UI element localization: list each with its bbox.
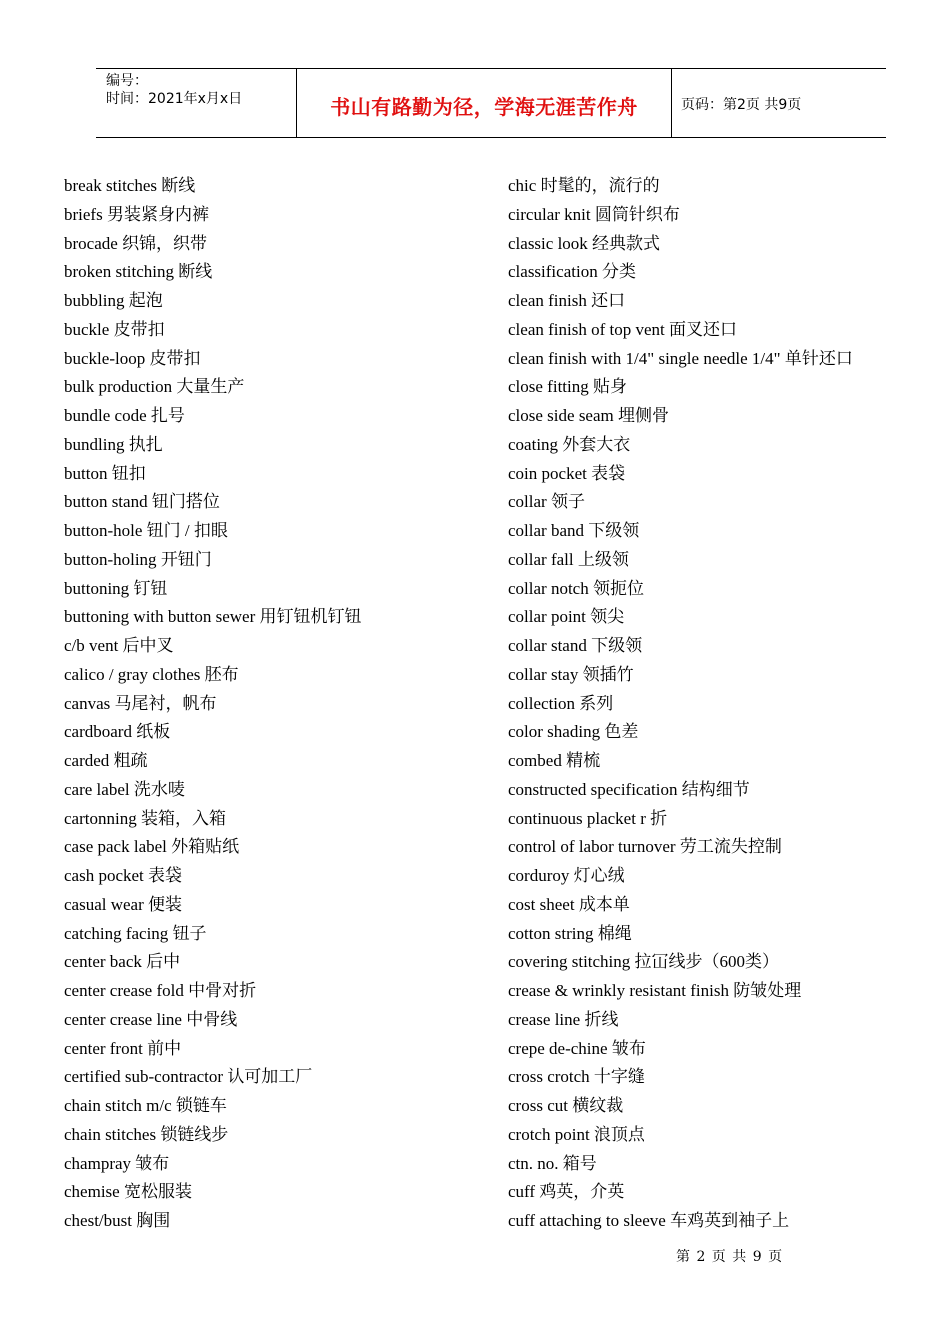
glossary-translation: 贴身 (592, 377, 627, 397)
glossary-entry (64, 603, 484, 632)
glossary-entry (64, 718, 484, 747)
glossary-entry (64, 1178, 484, 1207)
glossary-translation: 箱号 (562, 1153, 597, 1173)
glossary-translation: 起泡 (128, 291, 163, 310)
glossary-term: center front (64, 1038, 143, 1058)
glossary-entry (64, 373, 484, 402)
glossary-term: circular knit (508, 204, 591, 224)
glossary-entry (64, 172, 484, 201)
glossary-translation: 领子 (550, 492, 585, 512)
glossary-entry (64, 517, 484, 546)
glossary-translation: 拉冚线步（600类） (634, 952, 780, 972)
glossary-translation: 中骨线 (186, 1009, 238, 1029)
glossary-entry (508, 1207, 928, 1236)
glossary-entry (64, 1092, 484, 1121)
glossary-translation: 钮扣 (111, 463, 146, 483)
glossary-term: color shading (508, 722, 601, 742)
glossary-term: button-holing (64, 549, 157, 569)
glossary-entry (508, 172, 928, 201)
glossary-term: cardboard (64, 722, 132, 742)
glossary-translation: 皱布 (135, 1153, 170, 1173)
glossary-term: combed (508, 751, 562, 770)
glossary-entry (508, 230, 928, 259)
glossary-entry (64, 258, 484, 287)
glossary-translation: 结构细节 (681, 779, 750, 799)
glossary-translation: 灯心绒 (573, 866, 625, 885)
glossary-term: cartonning (64, 808, 137, 828)
glossary-entry (508, 805, 928, 834)
glossary-entry (64, 948, 484, 977)
glossary-translation: 钮子 (172, 923, 207, 943)
glossary-term: champray (64, 1153, 132, 1173)
page-footer: 第 2 页 共 9 页 (676, 1249, 784, 1265)
glossary-term: clean finish with 1/4" single needle 1/4" (508, 348, 781, 368)
glossary-right-column (508, 172, 928, 1236)
glossary-translation: 认可加工厂 (227, 1067, 313, 1087)
glossary-translation: 系列 (579, 693, 614, 713)
glossary-entry (508, 431, 928, 460)
glossary-term: catching facing (64, 923, 169, 943)
glossary-entry (64, 661, 484, 690)
glossary-translation: 宽松服装 (123, 1182, 192, 1202)
header-meta-cell (96, 69, 296, 137)
glossary-translation: 大量生产 (176, 377, 245, 397)
glossary-translation: 色差 (604, 722, 639, 742)
glossary-entry (64, 833, 484, 862)
page-header (96, 68, 886, 138)
glossary-translation: 十字缝 (593, 1067, 645, 1087)
glossary-translation: r 折 (640, 808, 668, 828)
glossary-translation: 开钮门 (160, 549, 212, 569)
glossary-term: crotch point (508, 1124, 590, 1144)
glossary-entry (64, 1035, 484, 1064)
glossary-translation: 断线 (161, 176, 196, 195)
glossary-translation: 时髦的，流行的 (540, 176, 660, 195)
glossary-translation: 圆筒针织布 (594, 204, 680, 224)
glossary-term: briefs (64, 204, 103, 224)
glossary-translation: 断线 (178, 262, 213, 282)
glossary-entry (64, 546, 484, 575)
glossary-translation: 外箱贴纸 (171, 837, 240, 857)
glossary-translation: 经典款式 (592, 233, 661, 253)
glossary-entry (508, 603, 928, 632)
glossary-term: button-hole (64, 521, 143, 540)
glossary-translation: 便装 (148, 894, 183, 914)
glossary-term: c/b vent (64, 636, 119, 655)
glossary-entry (64, 431, 484, 460)
glossary-term: clean finish (508, 291, 587, 310)
glossary-term: covering stitching (508, 952, 631, 972)
glossary-term: chic (508, 176, 537, 195)
glossary-term: button stand (64, 492, 148, 512)
glossary-term: calico / gray clothes (64, 664, 201, 684)
glossary-entry (508, 1121, 928, 1150)
glossary-translation: 钮门搭位 (151, 492, 220, 512)
glossary-translation: 车鸡英到袖子上 (670, 1211, 790, 1230)
glossary-term: collar band (508, 521, 584, 540)
glossary-translation: 锁链线步 (160, 1124, 229, 1144)
glossary-entry (508, 488, 928, 517)
glossary-term: crease & wrinkly resistant finish (508, 981, 729, 1000)
glossary-entry (508, 1035, 928, 1064)
glossary-term: close fitting (508, 377, 589, 397)
glossary-translation: 钉钮 (133, 578, 168, 598)
glossary-entry (64, 1207, 484, 1236)
glossary-entry (508, 776, 928, 805)
glossary-entry (508, 747, 928, 776)
glossary-translation: 男装紧身内裤 (106, 204, 209, 224)
glossary-entry (508, 575, 928, 604)
glossary-term: certified sub-contractor (64, 1067, 224, 1087)
glossary-term: chain stitch m/c (64, 1096, 172, 1115)
glossary-translation: 粗疏 (113, 751, 148, 770)
glossary-translation: 洗水唛 (133, 779, 185, 799)
glossary-entry (508, 833, 928, 862)
glossary-translation: 横纹裁 (572, 1096, 624, 1115)
glossary-translation: 浪顶点 (593, 1124, 645, 1144)
glossary-entry (64, 345, 484, 374)
glossary-entry (508, 287, 928, 316)
glossary-translation: 前中 (147, 1038, 182, 1058)
glossary-term: clean finish of top vent (508, 319, 665, 339)
glossary-translation: 中骨对折 (188, 981, 257, 1000)
glossary-translation: 皮带扣 (149, 348, 201, 368)
glossary-term: center crease line (64, 1009, 182, 1029)
glossary-translation: 胚布 (204, 664, 239, 684)
glossary-entry (508, 373, 928, 402)
header-motto-cell (296, 69, 672, 137)
glossary-term: classification (508, 262, 598, 282)
glossary-term: cross crotch (508, 1067, 590, 1087)
glossary-term: cuff attaching to sleeve (508, 1211, 666, 1230)
glossary-term: chemise (64, 1182, 120, 1202)
glossary-term: center crease fold (64, 981, 184, 1000)
glossary-term: collar point (508, 607, 586, 627)
glossary-entry (64, 690, 484, 719)
glossary-term: cuff (508, 1182, 536, 1202)
header-motto: 书山有路勤为径，学海无涯苦作舟 (330, 95, 638, 119)
glossary-translation: 防皱处理 (733, 981, 802, 1000)
glossary-translation: 下级领 (588, 521, 640, 540)
glossary-entry (64, 747, 484, 776)
glossary-translation: 还口 (591, 291, 626, 310)
glossary-term: collar stand (508, 636, 587, 655)
glossary-entry (64, 862, 484, 891)
glossary-entry (508, 632, 928, 661)
glossary-term: button (64, 463, 108, 483)
glossary-translation: 棉绳 (597, 923, 632, 943)
glossary-entry (508, 920, 928, 949)
glossary-translation: 面叉还口 (669, 319, 737, 339)
glossary-entry (64, 316, 484, 345)
glossary-translation: 钮门 / 扣眼 (146, 521, 228, 540)
glossary-term: chain stitches (64, 1124, 157, 1144)
glossary-term: coin pocket (508, 463, 587, 483)
glossary-term: cross cut (508, 1096, 568, 1115)
glossary-translation: 纸板 (136, 722, 171, 742)
glossary-translation: 执扎 (128, 434, 163, 454)
glossary-term: break stitches (64, 176, 157, 195)
glossary-translation: 扎号 (150, 406, 185, 425)
glossary-term: care label (64, 779, 130, 799)
glossary-entry (508, 891, 928, 920)
glossary-term: buttoning (64, 578, 130, 598)
glossary-translation: 装箱，入箱 (140, 808, 226, 828)
glossary-entry (64, 1150, 484, 1179)
glossary-translation: 表袋 (591, 463, 626, 483)
glossary-term: bubbling (64, 291, 125, 310)
glossary-translation: 成本单 (578, 894, 630, 914)
glossary-entry (64, 632, 484, 661)
glossary-entry (508, 460, 928, 489)
glossary-translation: 用钉钮机钉钮 (259, 607, 362, 627)
glossary-left-column (64, 172, 484, 1236)
glossary-translation: 埋侧骨 (618, 406, 669, 425)
glossary-entry (508, 517, 928, 546)
glossary-entry (64, 575, 484, 604)
glossary-entry (508, 316, 928, 345)
glossary-entry (64, 460, 484, 489)
glossary-entry (64, 977, 484, 1006)
glossary-term: crepe de-chine (508, 1038, 608, 1058)
glossary-translation: 皮带扣 (113, 319, 165, 339)
glossary-term: bundle code (64, 406, 147, 425)
glossary-translation: 劳工流失控制 (679, 837, 782, 857)
glossary-translation: 下级领 (591, 636, 643, 655)
glossary-entry (508, 258, 928, 287)
glossary-entry (508, 690, 928, 719)
glossary-term: corduroy (508, 866, 570, 885)
glossary-entry (508, 345, 928, 374)
glossary-translation: 织锦，织带 (122, 233, 208, 253)
glossary-entry (64, 488, 484, 517)
glossary-term: constructed specification (508, 779, 678, 799)
glossary-entry (508, 201, 928, 230)
glossary-term: carded (64, 751, 110, 770)
glossary-term: bundling (64, 434, 125, 454)
glossary-entry (508, 661, 928, 690)
glossary-term: classic look (508, 233, 588, 253)
glossary-entry (508, 1092, 928, 1121)
glossary-term: cash pocket (64, 866, 144, 885)
glossary-entry (64, 805, 484, 834)
glossary-term: bulk production (64, 377, 173, 397)
header-page-cell (671, 69, 886, 137)
glossary-entry (508, 948, 928, 977)
glossary-entry (64, 1006, 484, 1035)
glossary-term: collection (508, 693, 576, 713)
glossary-term: buttoning with button sewer (64, 607, 256, 627)
glossary-term: ctn. no. (508, 1153, 559, 1173)
glossary-translation: 后中叉 (122, 636, 174, 655)
glossary-translation: 外套大衣 (562, 434, 631, 454)
glossary-entry (64, 891, 484, 920)
glossary-translation: 分类 (601, 262, 636, 282)
glossary-entry (508, 402, 928, 431)
glossary-entry (64, 1121, 484, 1150)
glossary-term: cost sheet (508, 894, 575, 914)
glossary-translation: 领插竹 (582, 664, 634, 684)
glossary-term: collar fall (508, 549, 574, 569)
glossary-term: collar stay (508, 664, 579, 684)
glossary-entry (508, 1006, 928, 1035)
document-number-label: 编号： (106, 73, 148, 89)
glossary-entry (508, 862, 928, 891)
glossary-term: cotton string (508, 923, 594, 943)
glossary-entry (64, 230, 484, 259)
glossary-entry (64, 402, 484, 431)
glossary-translation: 上级领 (577, 549, 629, 569)
glossary-entry (64, 201, 484, 230)
glossary-term: canvas (64, 693, 111, 713)
glossary-term: control of labor turnover (508, 837, 676, 857)
glossary-translation: 锁链车 (175, 1096, 227, 1115)
glossary-translation: 后中 (146, 952, 181, 972)
glossary-entry (64, 1063, 484, 1092)
glossary-entry (64, 776, 484, 805)
glossary-entry (508, 718, 928, 747)
glossary-term: buckle (64, 319, 110, 339)
glossary-translation: 鸡英，介英 (539, 1182, 625, 1202)
glossary-entry (508, 1178, 928, 1207)
glossary-term: buckle-loop (64, 348, 146, 368)
glossary-entry (508, 546, 928, 575)
glossary-term: case pack label (64, 837, 167, 857)
glossary-term: brocade (64, 233, 118, 253)
glossary-translation: 领尖 (590, 607, 625, 627)
glossary-term: center back (64, 952, 142, 972)
glossary-entry (64, 920, 484, 949)
glossary-term: chest/bust (64, 1211, 132, 1230)
glossary-translation: 皱布 (611, 1038, 646, 1058)
glossary-entry (64, 287, 484, 316)
glossary-translation: 胸围 (136, 1211, 171, 1230)
glossary-translation: 领扼位 (592, 578, 644, 598)
glossary-term: casual wear (64, 894, 144, 914)
header-page-info: 页码：第2页 共9页 (681, 97, 802, 113)
glossary-translation: 精梳 (566, 751, 601, 770)
glossary-term: coating (508, 434, 559, 454)
document-time-label: 时间：2021年x月x日 (106, 91, 243, 107)
glossary-term: crease line (508, 1009, 581, 1029)
glossary-term: close side seam (508, 406, 614, 425)
glossary-term: broken stitching (64, 262, 175, 282)
glossary-entry (508, 977, 928, 1006)
glossary-translation: 折线 (584, 1009, 619, 1029)
glossary-entry (508, 1150, 928, 1179)
glossary-entry (508, 1063, 928, 1092)
glossary-term: collar notch (508, 578, 589, 598)
glossary-term: continuous placket (508, 808, 636, 828)
glossary-translation: 表袋 (148, 866, 183, 885)
glossary-translation: 马尾衬，帆布 (114, 693, 217, 713)
glossary-term: collar (508, 492, 547, 512)
glossary-translation: 单针还口 (784, 348, 853, 368)
